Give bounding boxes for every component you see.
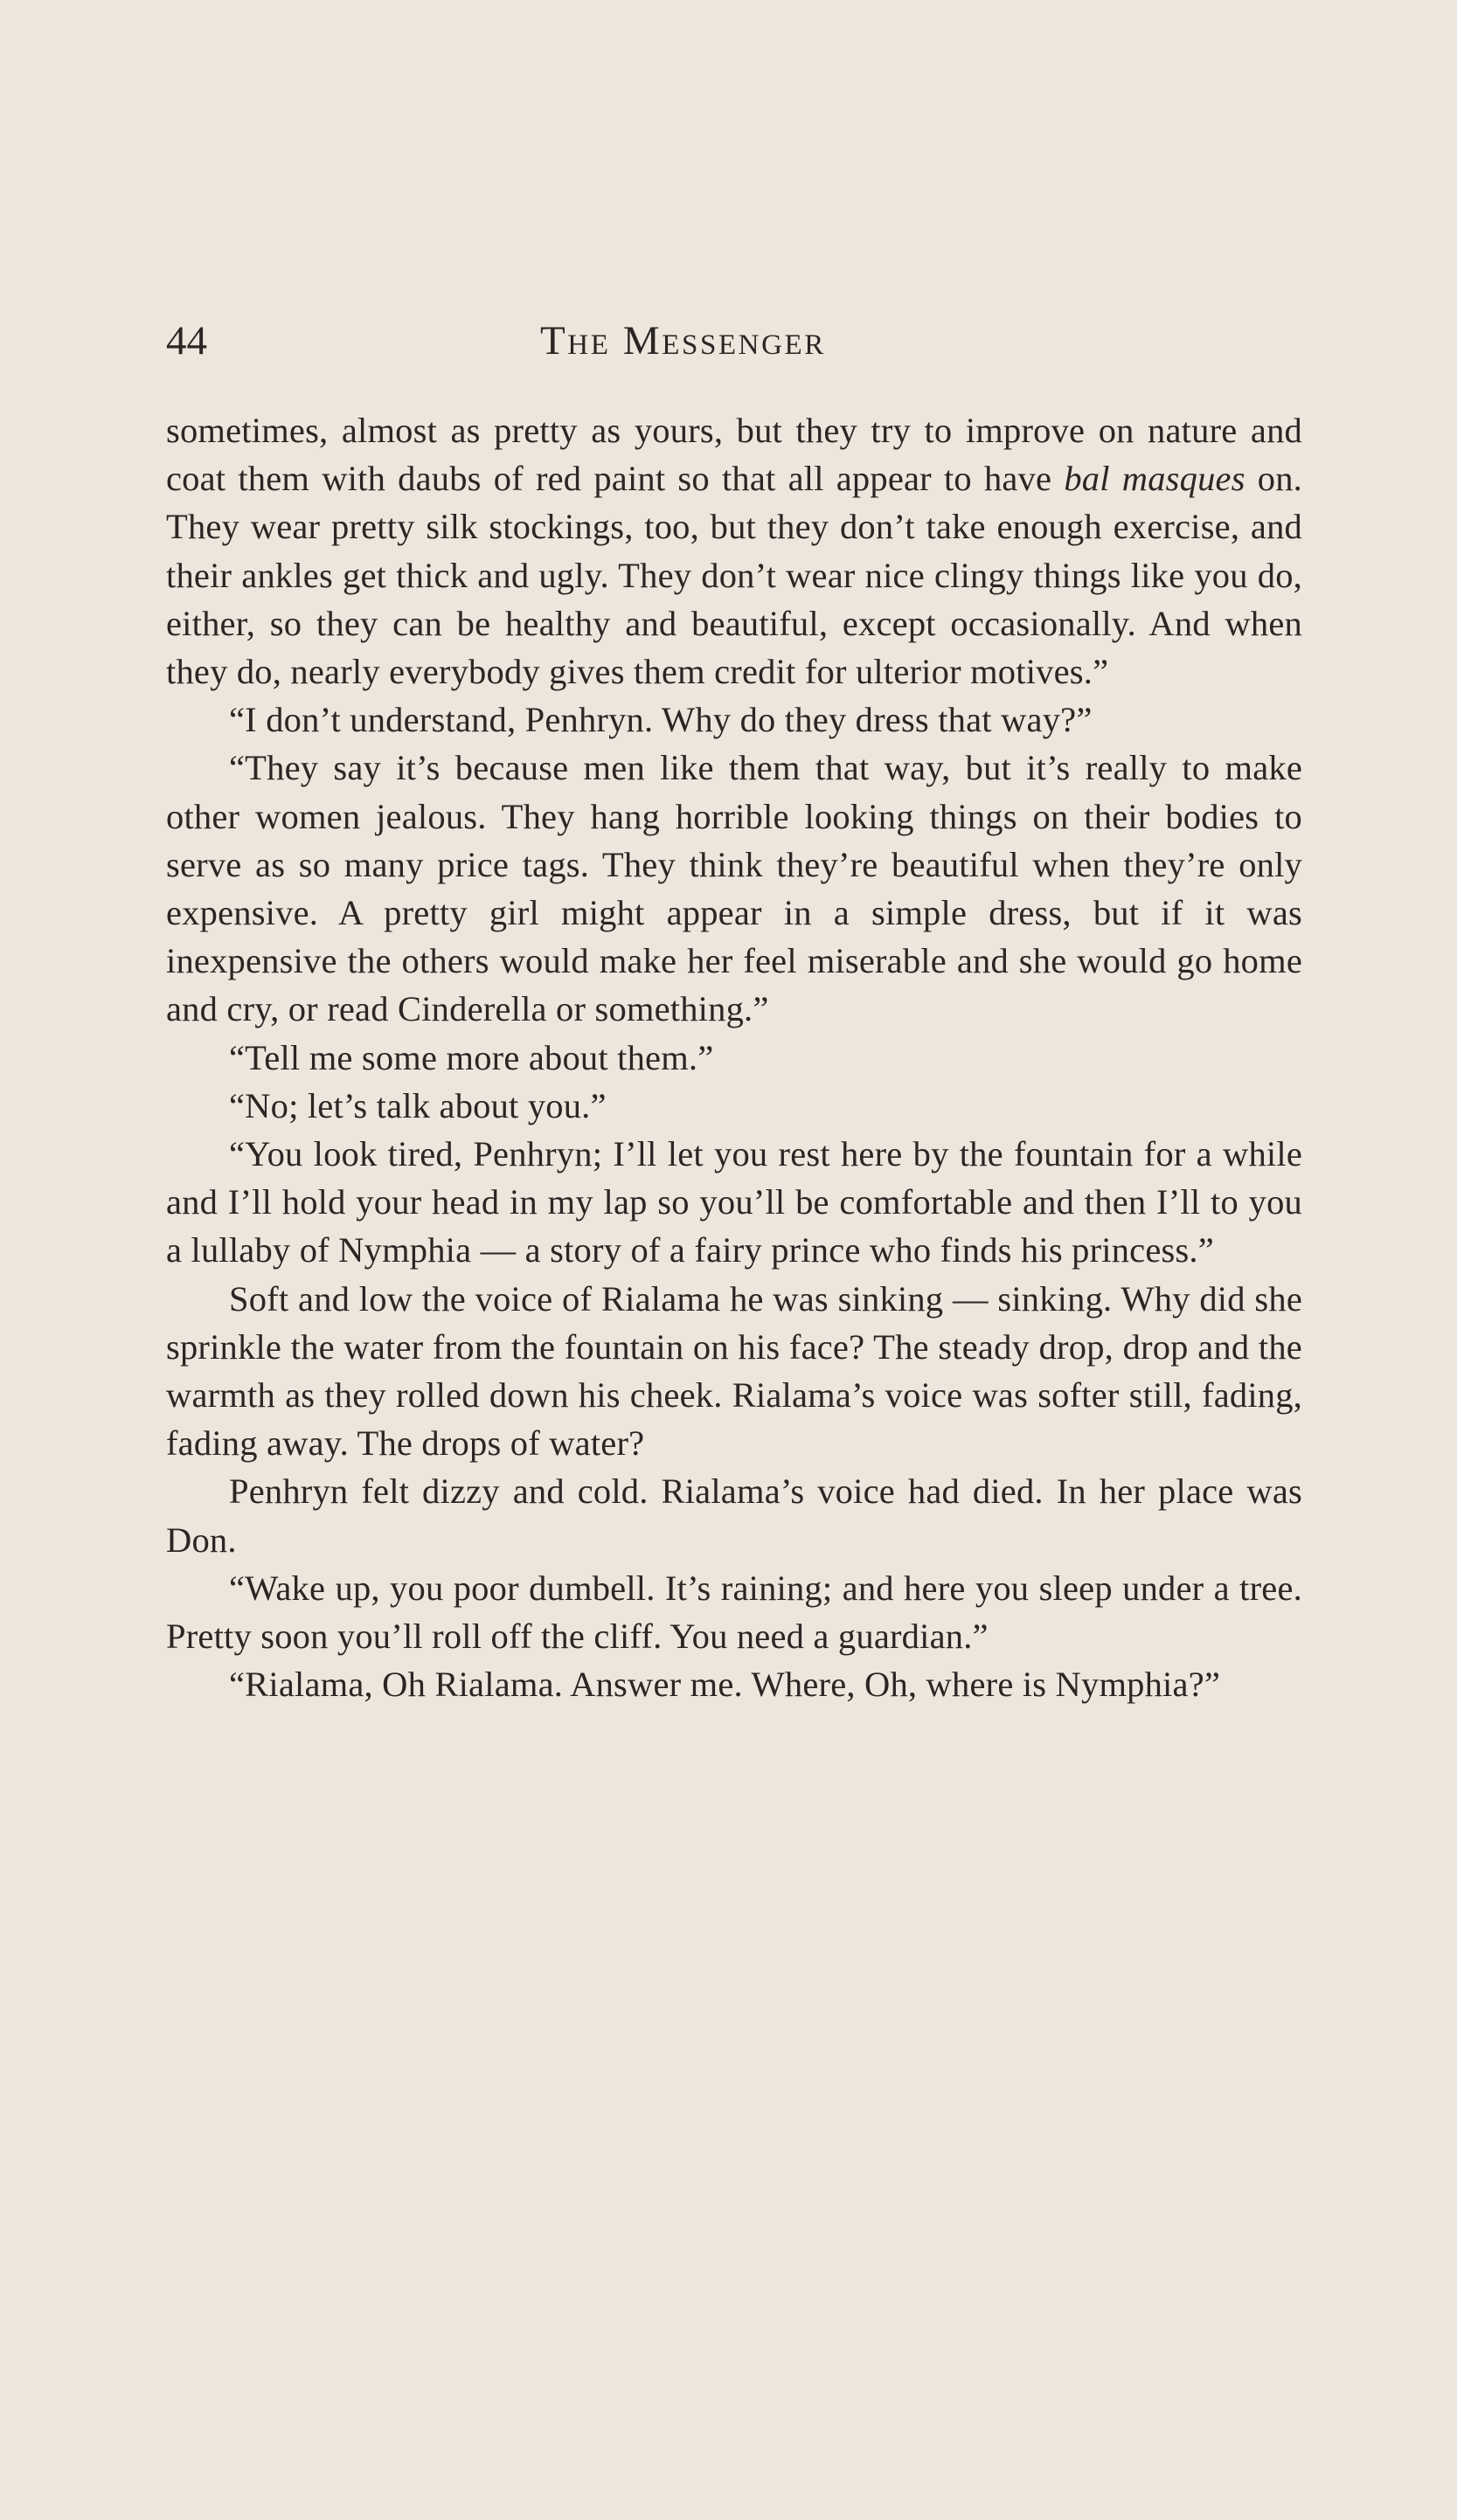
page-number: 44 <box>166 318 207 363</box>
paragraph-9: “Wake up, you poor dumbell. It’s raining; and here you sleep under a tree. Pretty soon you’ll roll off the cliff. You need a guardian.” <box>166 1568 1302 1657</box>
paragraph-1-text-a: sometimes, almost as pretty as yours, but they try to improve on nature and coat them with daubs of red paint so that all appear to have <box>166 411 1302 499</box>
paragraph-5: “No; let’s talk about you.” <box>229 1085 607 1125</box>
body-text <box>166 406 1302 1708</box>
paragraph-1-text-b: on. They wear pretty silk stockings, too, but they don’t take enough exercise, and their ankles get thick and ugly. They don’t wear nice clingy things like you do, either, so they can be healthy and beautiful, except occasionally. And when they do, nearly everybody gives them credit for ulterior motives.” <box>166 459 1302 692</box>
paragraph-7: Soft and low the voice of Rialama he was sinking — sinking. Why did she sprinkle the water from the fountain on his face? The steady drop, drop and the warmth as they rolled down his cheek. Rialama’s voice was softer still, fading, fading away. The drops of water? <box>166 1278 1302 1464</box>
paragraph-2: “I don’t understand, Penhryn. Why do they dress that way?” <box>229 700 1093 740</box>
italic-phrase: bal masques <box>1064 459 1245 499</box>
paragraph-6: “You look tired, Penhryn; I’ll let you rest here by the fountain for a while and I’ll hold your head in my lap so you’ll be comfortable and then I’ll to you a lullaby of Nymphia — a story of a fairy prince who finds his princess.” <box>166 1134 1302 1270</box>
paragraph-8: Penhryn felt dizzy and cold. Rialama’s voice had died. In her place was Don. <box>166 1471 1302 1560</box>
running-title: The Messenger <box>540 318 826 363</box>
paragraph-10: “Rialama, Oh Rialama. Answer me. Where, Oh, where is Nymphia?” <box>229 1665 1221 1705</box>
paragraph-1 <box>166 406 1302 696</box>
running-head <box>166 310 1302 371</box>
paragraph-4: “Tell me some more about them.” <box>229 1037 714 1077</box>
paragraph-3: “They say it’s because men like them that way, but it’s really to make other women jealous. They hang horrible looking things on their bodies to serve as so many price tags. They think they’re beautiful when they’re only expensive. A pretty girl might appear in a simple dress, but if it was inexpensive the others would make her feel miserable and she would go home and cry, or read Cinderella or something.” <box>166 748 1302 1029</box>
